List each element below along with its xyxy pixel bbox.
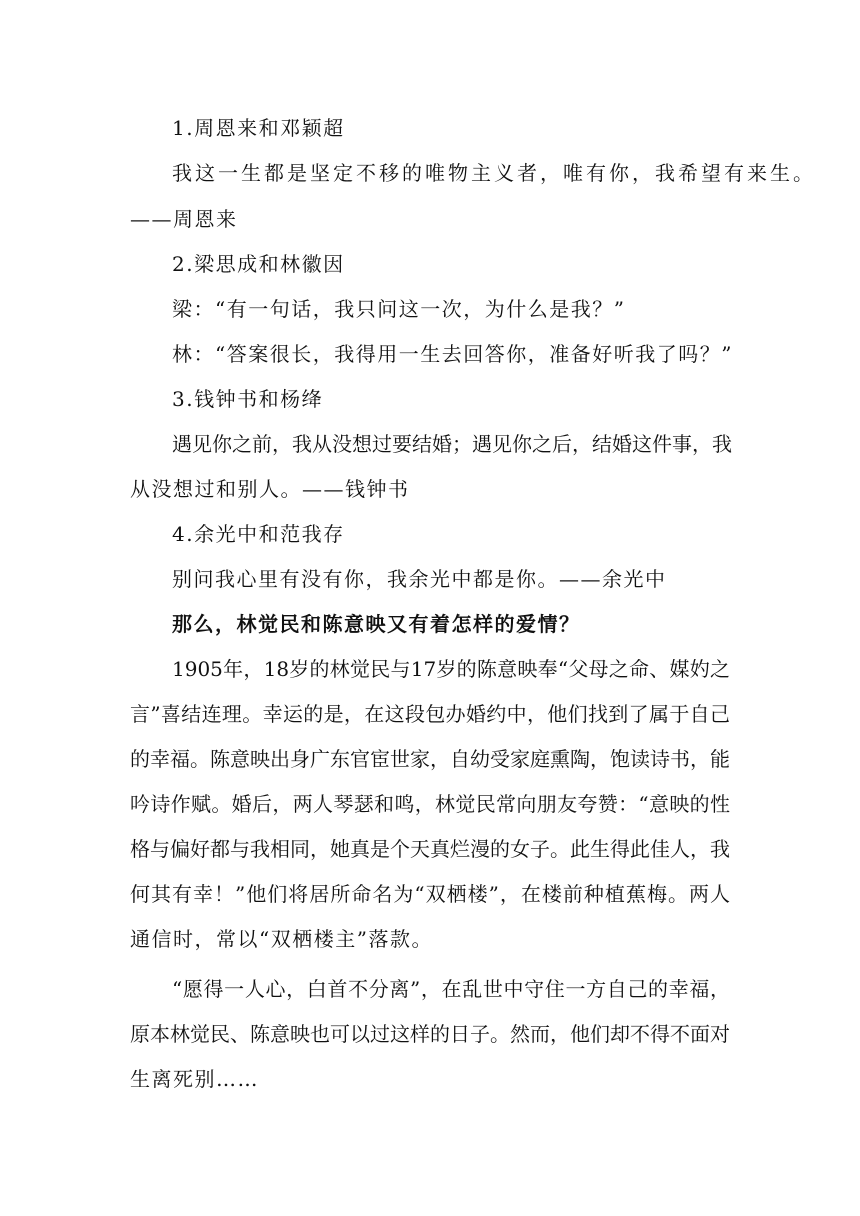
quote-qian-line-2: 从没想过和别人。——钱钟书 xyxy=(130,477,410,501)
paragraph-2-line-3: 生离死别…… xyxy=(130,1067,259,1091)
heading-zhou-deng: 1.周恩来和邓颖超 xyxy=(172,116,345,140)
paragraph-1-line-1: 1905年，18岁的林觉民与17岁的陈意映奉“父母之命、媒妁之 xyxy=(172,657,730,681)
paragraph-1-line-6: 何其有幸！”他们将居所命名为“双栖楼”，在楼前种植蕉梅。两人 xyxy=(130,882,730,906)
paragraph-2-line-1: “愿得一人心，白首不分离”，在乱世中守住一方自己的幸福， xyxy=(172,977,730,1001)
heading-yu-fan: 4.余光中和范我存 xyxy=(172,522,345,546)
quote-lin: 林：“答案很长，我得用一生去回答你，准备好听我了吗？” xyxy=(172,342,733,366)
paragraph-1-line-7: 通信时，常以“双栖楼主”落款。 xyxy=(130,927,433,951)
heading-liang-lin: 2.梁思成和林徽因 xyxy=(172,252,345,276)
quote-liang: 梁：“有一句话，我只问这一次，为什么是我？” xyxy=(172,297,626,321)
quote-zhou: 我这一生都是坚定不移的唯物主义者，唯有你，我希望有来生。 xyxy=(172,161,816,185)
paragraph-2-line-2: 原本林觉民、陈意映也可以过这样的日子。然而，他们却不得不面对 xyxy=(130,1022,730,1046)
quote-yu: 别问我心里有没有你，我余光中都是你。——余光中 xyxy=(172,567,667,591)
paragraph-1-line-3: 的幸福。陈意映出身广东官宦世家，自幼受家庭熏陶，饱读诗书，能 xyxy=(130,747,730,771)
heading-qian-yang: 3.钱钟书和杨绛 xyxy=(172,387,324,411)
paragraph-1-line-5: 格与偏好都与我相同，她真是个天真烂漫的女子。此生得此佳人，我 xyxy=(130,837,730,861)
quote-qian-line-1: 遇见你之前，我从没想过要结婚；遇见你之后，结婚这件事，我 xyxy=(172,432,732,456)
section-question: 那么，林觉民和陈意映又有着怎样的爱情？ xyxy=(172,612,581,636)
paragraph-1-line-2: 言”喜结连理。幸运的是，在这段包办婚约中，他们找到了属于自己 xyxy=(130,702,730,726)
paragraph-1-line-4: 吟诗作赋。婚后，两人琴瑟和鸣，林觉民常向朋友夸赞：“意映的性 xyxy=(130,792,730,816)
attribution-zhou: ——周恩来 xyxy=(130,207,238,231)
